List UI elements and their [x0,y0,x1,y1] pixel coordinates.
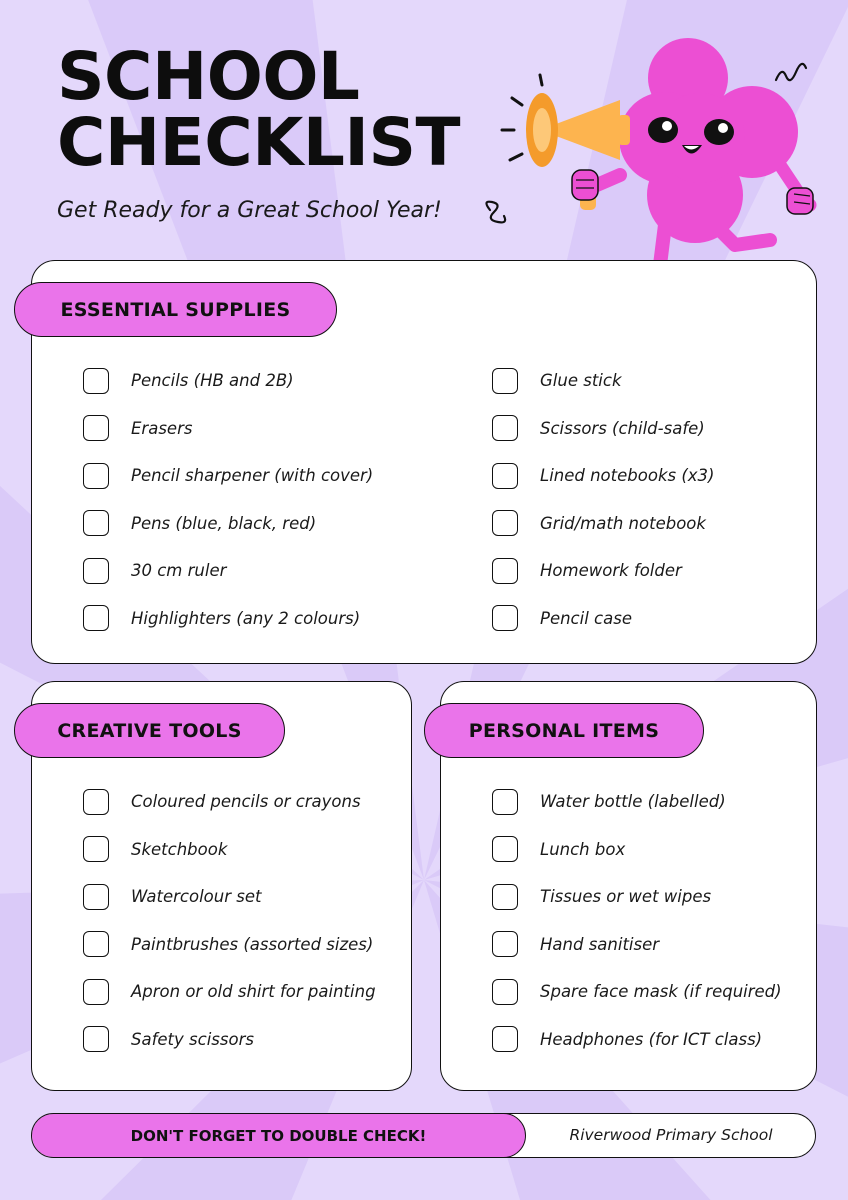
checklist-item [492,826,782,874]
page-subtitle: Get Ready for a Great School Year! [57,198,442,223]
personal-items-heading: PERSONAL ITEMS [424,703,704,758]
checklist-item-label: Safety scissors [131,1029,254,1049]
checklist-item [492,1016,782,1064]
checklist-item [492,547,714,595]
checklist-item-label: Tissues or wet wipes [540,887,712,907]
checklist-item-label: Glue stick [540,371,622,391]
footer-reminder: DON'T FORGET TO DOUBLE CHECK! [31,1113,526,1158]
checklist-item [492,921,782,969]
checklist-item [492,778,782,826]
checkbox-icon[interactable] [83,836,109,862]
checkbox-icon[interactable] [492,884,518,910]
checklist-item [83,873,376,921]
page-title [57,38,517,181]
checklist-item-label: Hand sanitiser [540,934,660,954]
checklist-item-label: Pencil sharpener (with cover) [131,466,374,486]
checkbox-icon[interactable] [492,605,518,631]
checklist-item-label: Coloured pencils or crayons [131,792,361,812]
checkbox-icon[interactable] [83,605,109,631]
checkbox-icon[interactable] [492,1026,518,1052]
checklist-item [83,778,376,826]
title-line-1: SCHOOL [57,38,360,115]
checkbox-icon[interactable] [83,979,109,1005]
checkbox-icon[interactable] [83,1026,109,1052]
checklist-item [83,500,373,548]
mascot-illustration [480,20,840,270]
essential-supplies-list-right [492,357,714,642]
title-line-2: CHECKLIST [57,104,461,181]
checkbox-icon[interactable] [83,463,109,489]
checkbox-icon[interactable] [83,789,109,815]
checklist-item [83,547,373,595]
checklist-item-label: Grid/math notebook [540,513,706,533]
checklist-item-label: Lunch box [540,839,626,859]
checklist-item-label: Pencils (HB and 2B) [131,371,294,391]
checklist-item-label: Lined notebooks (x3) [540,466,715,486]
checkbox-icon[interactable] [492,931,518,957]
personal-items-list [492,778,782,1063]
checklist-item-label: Pens (blue, black, red) [131,513,317,533]
checkbox-icon[interactable] [492,836,518,862]
checkbox-icon[interactable] [492,558,518,584]
checklist-item-label: Erasers [131,418,193,438]
checkbox-icon[interactable] [492,415,518,441]
footer-bar [31,1113,816,1158]
checkbox-icon[interactable] [83,558,109,584]
checkbox-icon[interactable] [83,931,109,957]
checklist-item [83,357,373,405]
squiggle-icon [486,202,505,223]
checklist-item [83,826,376,874]
checklist-item-label: Spare face mask (if required) [540,982,782,1002]
checklist-item-label: Headphones (for ICT class) [540,1029,763,1049]
creative-tools-list [83,778,376,1063]
checkbox-icon[interactable] [83,510,109,536]
essential-supplies-heading: ESSENTIAL SUPPLIES [14,282,337,337]
checkbox-icon[interactable] [492,979,518,1005]
checklist-item [83,595,373,643]
checklist-item-label: 30 cm ruler [131,561,227,581]
checkbox-icon[interactable] [492,789,518,815]
checklist-item-label: Paintbrushes (assorted sizes) [131,934,374,954]
checkbox-icon[interactable] [492,368,518,394]
checklist-item-label: Homework folder [540,561,682,581]
checklist-item [492,405,714,453]
checklist-item [492,452,714,500]
checklist-item-label: Pencil case [540,608,632,628]
checkbox-icon[interactable] [83,884,109,910]
checklist-item [83,1016,376,1064]
checklist-item-label: Highlighters (any 2 colours) [131,608,361,628]
checkbox-icon[interactable] [492,510,518,536]
checklist-item-label: Apron or old shirt for painting [131,982,376,1002]
squiggle-icon [776,64,806,80]
checklist-item [492,357,714,405]
checklist-item [492,500,714,548]
checklist-item [492,873,782,921]
creative-tools-heading: CREATIVE TOOLS [14,703,285,758]
footer-school-name: Riverwood Primary School [569,1126,773,1144]
checkbox-icon[interactable] [492,463,518,489]
checklist-item [492,595,714,643]
checklist-item-label: Sketchbook [131,839,228,859]
checklist-item-label: Scissors (child-safe) [540,418,705,438]
checkbox-icon[interactable] [83,415,109,441]
checklist-item [83,921,376,969]
checklist-item [492,968,782,1016]
checklist-item [83,405,373,453]
checklist-item-label: Watercolour set [131,887,262,907]
checklist-item [83,968,376,1016]
essential-supplies-list-left [83,357,373,642]
checklist-item [83,452,373,500]
checkbox-icon[interactable] [83,368,109,394]
checklist-item-label: Water bottle (labelled) [540,792,726,812]
